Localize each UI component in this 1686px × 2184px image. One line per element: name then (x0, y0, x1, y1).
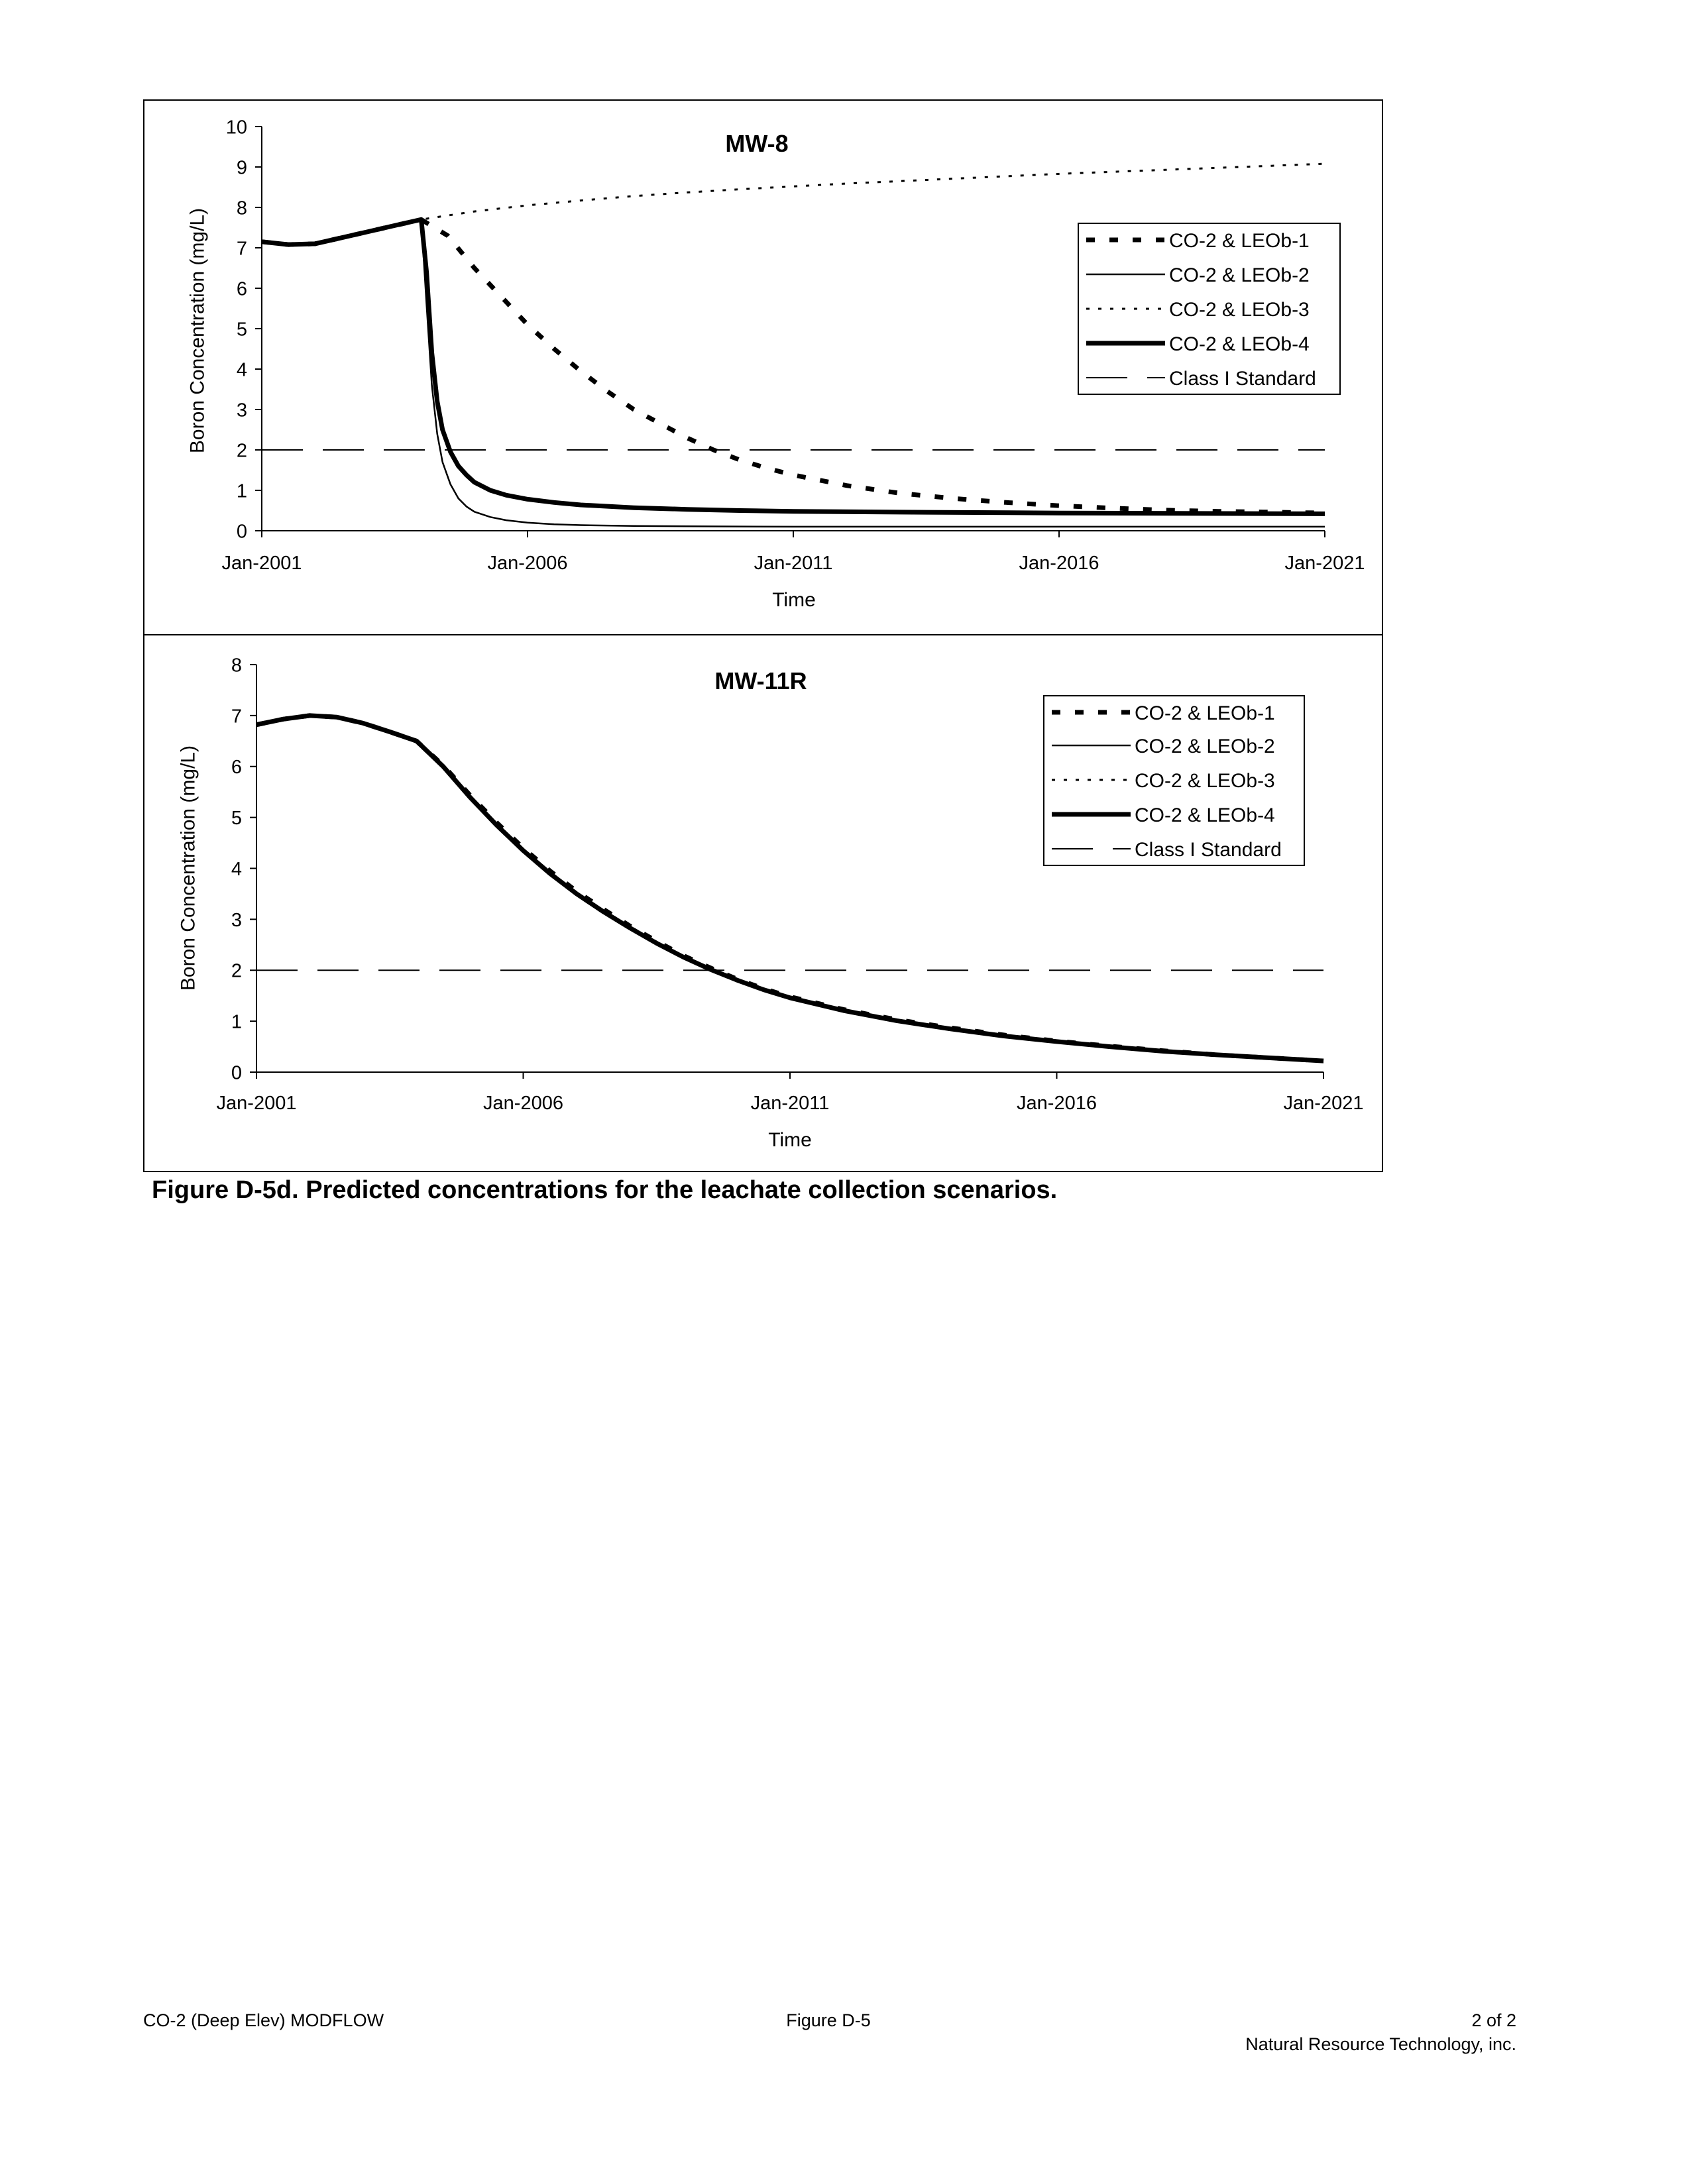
legend (1078, 223, 1340, 394)
x-tick-label: Jan-2021 (1284, 553, 1365, 574)
figure-caption: Figure D-5d. Predicted concentrations for the leachate collection scenarios. (152, 1176, 1058, 1204)
footer-page-number: 2 of 2 (1471, 2010, 1516, 2030)
y-tick-label: 7 (231, 706, 242, 728)
y-tick-label: 6 (236, 278, 247, 300)
y-tick-label: 0 (236, 521, 247, 543)
legend-label: CO-2 & LEOb-4 (1135, 804, 1275, 826)
y-tick-label: 5 (231, 808, 242, 830)
y-tick-label: 8 (231, 655, 242, 677)
y-tick-label: 1 (236, 480, 247, 502)
y-tick-label: 8 (236, 197, 247, 219)
y-tick-label: 9 (236, 157, 247, 179)
y-tick-label: 0 (231, 1062, 242, 1084)
chart-title: MW-8 (725, 130, 789, 157)
x-tick-label: Jan-2021 (1283, 1093, 1364, 1114)
x-tick-label: Jan-2001 (216, 1093, 297, 1114)
y-tick-label: 3 (236, 400, 247, 421)
x-tick-label: Jan-2011 (750, 1093, 830, 1114)
x-axis-title: Time (768, 1129, 812, 1151)
y-axis-title: Boron Concentration (mg/L) (177, 745, 199, 991)
y-tick-label: 4 (231, 858, 242, 880)
legend-label: CO-2 & LEOb-1 (1169, 229, 1310, 252)
legend-label: CO-2 & LEOb-2 (1135, 735, 1275, 757)
legend-label: CO-2 & LEOb-3 (1169, 298, 1310, 321)
chart-title: MW-11R (714, 667, 807, 694)
x-tick-label: Jan-2001 (221, 553, 302, 574)
legend-label: CO-2 & LEOb-3 (1135, 769, 1275, 792)
x-tick-label: Jan-2016 (1019, 553, 1099, 574)
y-tick-label: 7 (236, 238, 247, 260)
footer-model-name: CO-2 (Deep Elev) MODFLOW (143, 2010, 384, 2030)
chart-mw-11r (178, 655, 1364, 1151)
legend (1044, 696, 1304, 865)
x-tick-label: Jan-2006 (483, 1093, 563, 1114)
x-tick-label: Jan-2016 (1017, 1093, 1097, 1114)
legend-label: Class I Standard (1135, 838, 1282, 861)
legend-label: CO-2 & LEOb-4 (1169, 333, 1310, 355)
y-tick-label: 1 (231, 1011, 242, 1033)
y-tick-label: 5 (236, 319, 247, 341)
legend-label: CO-2 & LEOb-2 (1169, 264, 1310, 286)
y-tick-label: 4 (236, 359, 247, 381)
x-tick-label: Jan-2006 (487, 553, 568, 574)
y-axis-title: Boron Concentration (mg/L) (186, 207, 209, 454)
legend-label: CO-2 & LEOb-1 (1135, 702, 1275, 724)
y-tick-label: 6 (231, 757, 242, 779)
x-axis-title: Time (772, 589, 816, 611)
y-tick-label: 10 (225, 117, 247, 138)
y-tick-label: 2 (236, 440, 247, 462)
y-tick-label: 3 (231, 909, 242, 931)
y-tick-label: 2 (231, 960, 242, 982)
chart-mw-8 (187, 117, 1365, 611)
footer-company-name: Natural Resource Technology, inc. (1245, 2034, 1516, 2054)
x-tick-label: Jan-2011 (754, 553, 833, 574)
footer-figure-label: Figure D-5 (786, 2010, 871, 2030)
legend-label: Class I Standard (1169, 367, 1316, 390)
